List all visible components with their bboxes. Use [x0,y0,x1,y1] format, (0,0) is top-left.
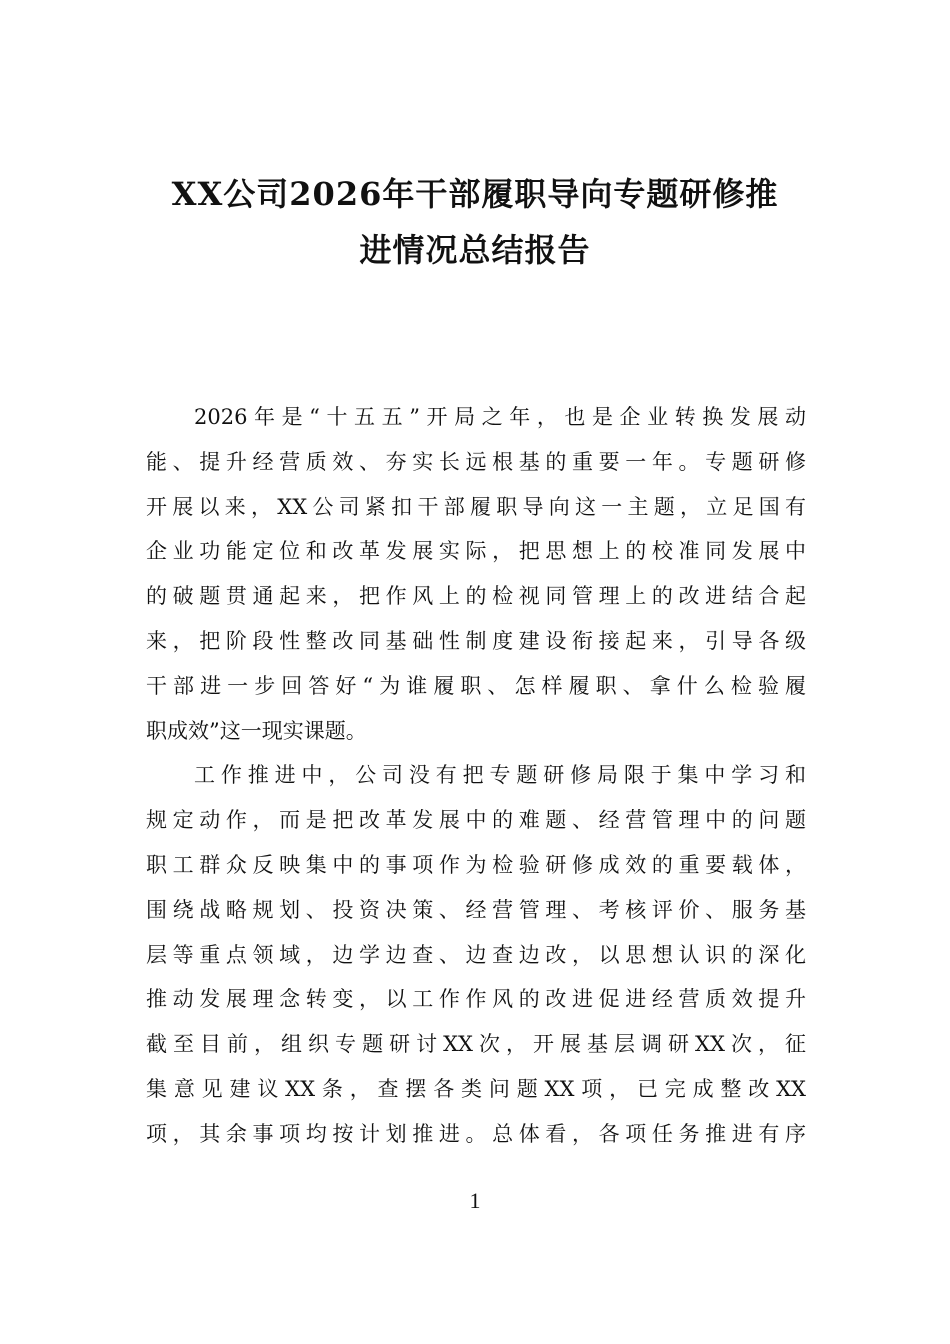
paragraph-1 [146,395,806,753]
text-line: 能、提升经营质效、夯实长远根基的重要一年。专题研修 [146,449,806,474]
text-line: 来，把阶段性整改同基础性制度建设衔接起来，引导各级 [146,628,806,653]
text-line: 集意见建议XX条，查摆各类问题XX项，已完成整改XX [146,1076,806,1101]
text-line: 围绕战略规划、投资决策、经营管理、考核评价、服务基 [146,897,806,922]
text-line: 职成效”这一现实课题。 [146,718,367,743]
text-line: 开展以来，XX公司紧扣干部履职导向这一主题，立足国有 [146,494,806,519]
text-line: 工作推进中，公司没有把专题研修局限于集中学习和 [194,763,806,788]
text-line: 企业功能定位和改革发展实际，把思想上的校准同发展中 [146,539,806,564]
text-line: 推动发展理念转变，以工作作风的改进促进经营质效提升 [146,987,806,1012]
text-line: 项，其余事项均按计划推进。总体看，各项任务推进有序 [146,1121,806,1146]
text-line: 截至目前，组织专题研讨XX次，开展基层调研XX次，征 [146,1032,806,1057]
document-body [146,395,806,1157]
text-line: 规定动作，而是把改革发展中的难题、经营管理中的问题 [146,808,806,833]
title-line-2: 进情况总结报告 [359,231,591,269]
document-title [140,166,810,278]
text-line: 的破题贯通起来，把作风上的检视同管理上的改进结合起 [146,584,806,609]
paragraph-2 [146,753,806,1156]
text-line: 干部进一步回答好“为谁履职、怎样履职、拿什么检验履 [146,673,806,698]
text-line: 2026年是“十五五”开局之年，也是企业转换发展动 [194,405,806,429]
text-line: 职工群众反映集中的事项作为检验研修成效的重要载体， [146,852,806,877]
text-line: 层等重点领域，边学边查、边查边改，以思想认识的深化 [146,942,806,967]
page-number: 1 [469,1188,481,1213]
title-line-1: XX公司2026年干部履职导向专题研修推 [171,175,779,213]
